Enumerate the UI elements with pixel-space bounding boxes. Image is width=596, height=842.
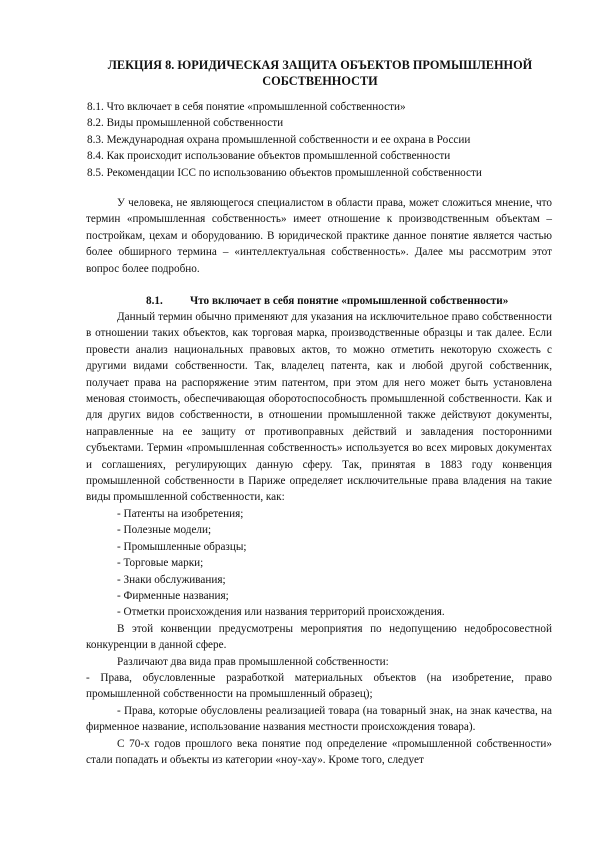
body-paragraph: Данный термин обычно применяют для указания на исключительное право собственности в отношении таких объектов, как торговая марка, производственные образцы и так далее. Если провести анализ национальных правовых актов, то можно отметить некоторую схожесть с другими видами собственности. Так, владелец патента, как и любой другой собственник, получает права на распоряжение этим патентом, при этом для него может быть установлена меновая стоимость, обеспечивающая оборотоспособность промышленной собственности. Как и для других видов собственности, в отношении промышленной также действуют документы, направленные на ее защиту от противоправных действий и завладения посторонними субъектами. Термин «промышленная собственность» используется во всех мировых документах и соглашениях, регулирующих данную сферу. Так, принятая в 1883 году конвенция промышленной собственности в Париже определяет исключительные права владения на такие виды промышленной собственности, как:: [86, 311, 552, 504]
toc-item: 8.5. Рекомендации ICC по использованию объектов промышленной собственности: [87, 166, 482, 179]
intro-block: [86, 195, 552, 277]
lecture-title-line2: СОБСТВЕННОСТИ: [262, 74, 378, 88]
list-item: - Фирменные названия;: [117, 589, 229, 602]
toc-item: 8.1. Что включает в себя понятие «промышленной собственности»: [87, 101, 406, 113]
list-item: - Полезные модели;: [117, 524, 212, 537]
toc-item: 8.4. Как происходит использование объектов промышленной собственности: [87, 150, 451, 163]
list-item: - Отметки происхождения или названия территорий происхождения.: [117, 606, 445, 619]
list-item: - Торговые марки;: [117, 557, 204, 570]
lecture-title-line1: ЛЕКЦИЯ 8. ЮРИДИЧЕСКАЯ ЗАЩИТА ОБЪЕКТОВ ПРОМЫШЛЕННОЙ: [107, 58, 533, 72]
toc-item: 8.3. Международная охрана промышленной собственности и ее охрана в России: [87, 133, 471, 146]
body-paragraph: С 70-х годов прошлого века понятие под определение «промышленной собственности» стали попадать и объекты из категории «ноу-хау». Кроме того, следует: [86, 737, 552, 766]
list-item: - Промышленные образцы;: [117, 540, 247, 553]
list-item: - Знаки обслуживания;: [117, 573, 226, 586]
section-number: 8.1.: [146, 295, 163, 307]
table-of-contents: [87, 99, 577, 181]
body-paragraph: В этой конвенции предусмотрены мероприятия по недопущению недобросовестной конкуренции в данной сфере.: [86, 622, 552, 652]
body-paragraph: Различают два вида прав промышленной собственности:: [117, 655, 389, 668]
section-heading-text: Что включает в себя понятие «промышленной собственности»: [190, 295, 509, 307]
section-heading: [146, 293, 508, 309]
intro-paragraph: У человека, не являющегося специалистом в области права, может сложиться мнение, что термин «промышленная собственность» имеет отношение к производственным объектам – постройкам, цехам и оборудованию. В юридической практике данное понятие является частью более обширного термина – «интеллектуальная собственность». Далее мы рассмотрим этот вопрос более подробно.: [86, 197, 552, 275]
body-paragraph: - Права, которые обусловлены реализацией товара (на товарный знак, на знак качества, на фирменное название, использование названия местности происхождения товара).: [86, 704, 552, 734]
section-body: [86, 309, 552, 768]
lecture-title: [60, 57, 580, 89]
toc-item: 8.2. Виды промышленной собственности: [87, 117, 284, 130]
list-item: - Патенты на изобретения;: [117, 507, 244, 520]
body-paragraph: - Права, обусловленные разработкой материальных объектов (на изобретение, право промышленной собственности на промышленный образец);: [86, 671, 552, 701]
